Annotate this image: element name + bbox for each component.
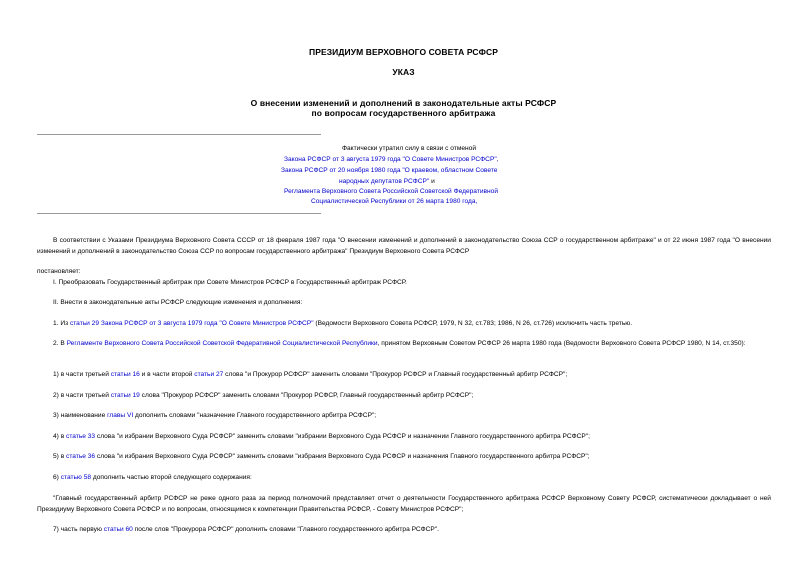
subitem-5 [37, 452, 771, 463]
repeal-link-regional-council-law[interactable]: Закона РСФСР от 20 ноября 1980 года "О краевом, областном Совете [281, 167, 498, 174]
subitem-2-text-c: слова "Прокурор РСФСР" заменить словами "Прокурор РСФСР, Главный государственный арбитр РСФСР"; [139, 392, 474, 399]
repeal-link-regional-council-law-cont [339, 178, 435, 185]
item-i: I. Преобразовать Государственный арбитраж при Совете Министров РСФСР в Государственный арбитраж РСФСР. [53, 279, 407, 286]
link-article-60[interactable]: статьи 60 [103, 526, 133, 533]
paragraph-2-prefix: 2. В [53, 340, 67, 347]
and-word: и [429, 178, 435, 185]
repeal-link-regional-council-law-tail[interactable]: народных депутатов РСФСР" [339, 178, 430, 185]
subitem-2-text-a: 2) в части третьей [53, 392, 111, 399]
issuer-title: ПРЕЗИДИУМ ВЕРХОВНОГО СОВЕТА РСФСР [308, 47, 499, 57]
preamble-paragraph: В соответствии с Указами Президиума Верховного Совета СССР от 18 февраля 1987 года "О внесении изменений и дополнений в законодательство Союза ССР о государственном арбитраже" и от 22 июня 1987 года "О внесении изменений и дополнений в законодательство Союза ССР по вопросам государственного арбитража" Президиум Верховного Совета РСФСР [37, 237, 771, 255]
subitem-7 [37, 525, 771, 536]
quoted-addition: "Главный государственный арбитр РСФСР не реже одного раза за период полномочий представляет отчет о деятельности Государственного арбитража РСФСР Верховному Совету РСФСР, систематически докладывает о ней Президиуму Верховного Совета РСФСР и по вопросам, относящимся к компетенции Правительства РСФСР, - Совету Министров РСФСР"; [37, 495, 771, 513]
subitem-1 [37, 370, 771, 381]
document-subject-line-2: по вопросам государственного арбитража [311, 108, 496, 118]
link-article-33[interactable]: статье 33 [66, 433, 96, 440]
link-article-58[interactable]: статью 58 [60, 474, 92, 481]
subitem-6-text-a: 6) [53, 474, 61, 481]
repeal-link-supreme-council-regulation-tail[interactable]: Социалистической Республики от 26 марта 1980 года, [311, 198, 478, 205]
item-ii: II. Внести в законодательные акты РСФСР следующие изменения и дополнения: [53, 299, 303, 306]
link-chapter-vi[interactable]: главы VI [107, 412, 134, 419]
subitem-3-text-a: 3) наименование [53, 412, 108, 419]
subitem-7-text-a: 7) часть первую [53, 526, 104, 533]
link-article-19[interactable]: статьи 19 [110, 392, 140, 399]
link-law-1979[interactable]: Закона РСФСР от 3 августа 1979 года [100, 320, 218, 327]
subitem-1-text-a: 1) в части третьей [53, 371, 111, 378]
subitem-3-text-c: дополнить словами "назначение Главного государственного арбитра РСФСР"; [133, 412, 377, 419]
decree-word: постановляет: [37, 268, 81, 275]
divider-top [37, 134, 321, 135]
link-law-1979-title[interactable]: "О Совете Министров РСФСР" [219, 320, 314, 327]
subitem-5-text-c: слова "и избрания Верховного Суда РСФСР" заменить словами "избрания Верховного Суда РСФСР и назначения Главного государственного арбитра РСФСР"; [95, 453, 590, 460]
paragraph-1-prefix: 1. Из [53, 320, 70, 327]
status-note-intro: Фактически утратил силу в связи с отменой [342, 145, 477, 152]
subitem-1-text-c: слова "и Прокурор РСФСР" заменить словами "Прокурор РСФСР и Главный государственный арбитр РСФСР"; [223, 371, 568, 378]
subitem-4 [37, 432, 771, 443]
subitem-1-text-b: и в части второй [139, 371, 195, 378]
subitem-4-text-a: 4) в [53, 433, 67, 440]
document-type: УКАЗ [392, 67, 415, 77]
paragraph-1-suffix: (Ведомости Верховного Совета РСФСР, 1979, N 32, ст.783; 1986, N 26, ст.726) исключить часть третью. [313, 320, 633, 327]
repeal-link-council-of-ministers-law[interactable]: Закона РСФСР от 3 августа 1979 года "О Совете Министров РСФСР", [284, 156, 499, 163]
link-article-27[interactable]: статьи 27 [194, 371, 224, 378]
document-subject-line-1: О внесении изменений и дополнений в законодательные акты РСФСР [250, 98, 557, 108]
paragraph-2-suffix: , принятом Верховным Советом РСФСР 26 марта 1980 года (Ведомости Верховного Совета РСФСР 1980, N 14, ст.350): [377, 340, 746, 347]
subitem-4-text-c: слова "и избрании Верховного Суда РСФСР" заменить словами "избрании Верховного Суда РСФСР и назначении Главного государственного арбитра РСФСР"; [95, 433, 590, 440]
repeal-link-supreme-council-regulation[interactable]: Регламента Верховного Совета Российской Советской Федеративной [284, 188, 499, 195]
subitem-5-text-a: 5) в [53, 453, 67, 460]
subitem-3 [37, 411, 771, 422]
subitem-7-text-c: после слов "Прокурора РСФСР" дополнить словами "Главного государственного арбитра РСФСР". [132, 526, 439, 533]
paragraph-2 [37, 339, 771, 350]
divider-bottom [37, 213, 321, 214]
subitem-2 [37, 391, 771, 402]
subitem-6 [37, 473, 771, 484]
link-article-29[interactable]: статьи 29 [69, 320, 100, 327]
link-article-16[interactable]: статьи 16 [110, 371, 140, 378]
link-supreme-council-regulation[interactable]: Регламенте Верховного Совета Российской Советской Федеративной Социалистической Республики [66, 340, 378, 347]
link-article-36[interactable]: статье 36 [66, 453, 96, 460]
paragraph-1 [37, 319, 771, 330]
subitem-6-text-c: дополнить частью второй следующего содержания: [91, 474, 252, 481]
